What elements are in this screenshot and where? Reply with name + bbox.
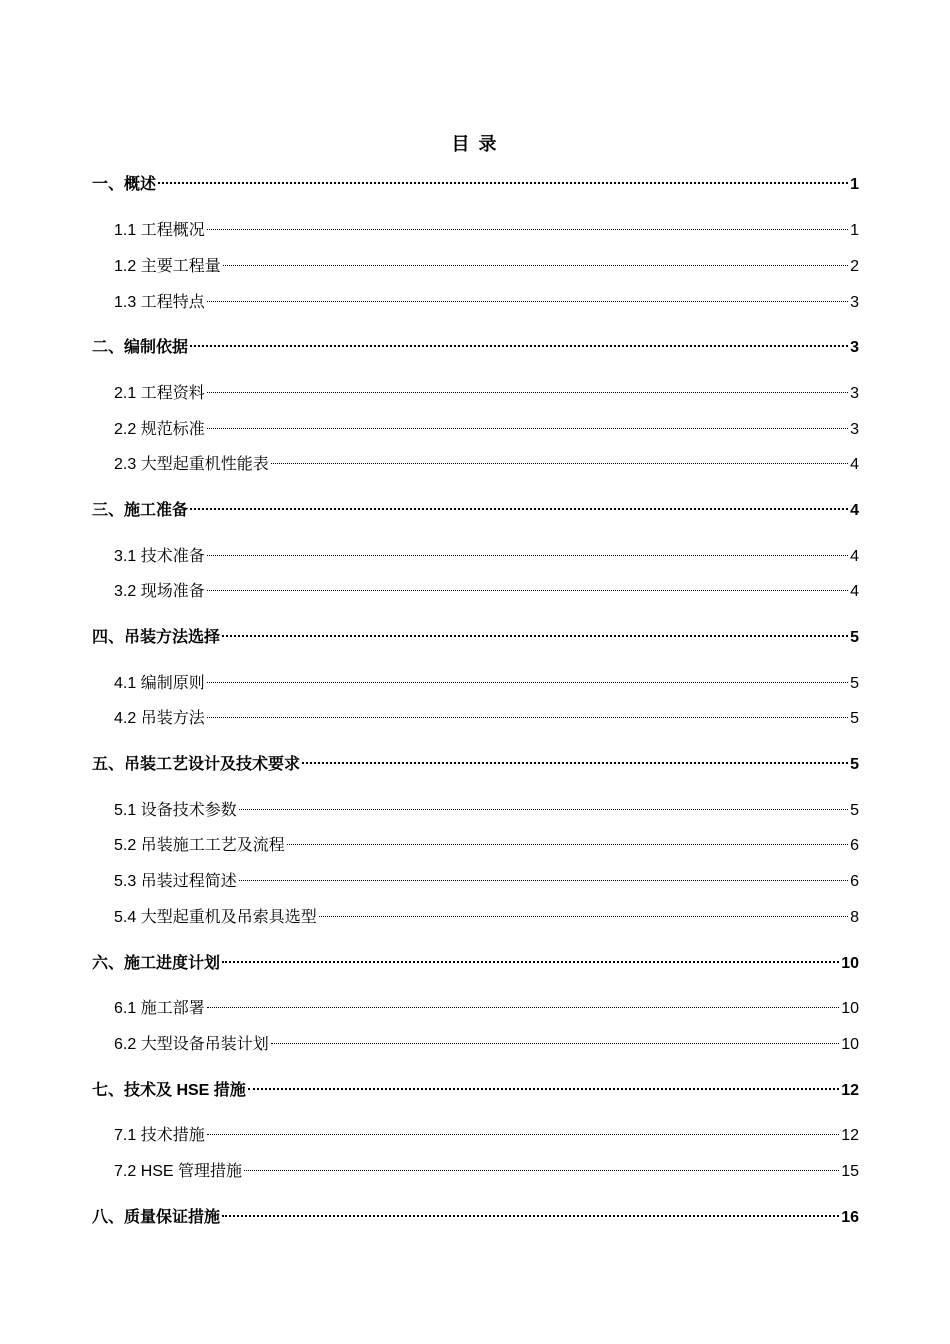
- toc-entry[interactable]: [92, 336, 859, 360]
- toc-entry-page: 5: [850, 756, 859, 773]
- toc-entry-label: 7.1 技术措施: [114, 1127, 205, 1144]
- toc-entry-page: 4: [850, 456, 859, 473]
- toc-entry-label: 三、施工准备: [92, 502, 189, 519]
- toc-entry-label: 3.2 现场准备: [114, 583, 205, 600]
- dot-leader: [287, 844, 848, 845]
- toc-entry-page: 10: [841, 1000, 859, 1017]
- toc-entry-page: 12: [841, 1082, 859, 1099]
- toc-entry-page: 3: [850, 421, 859, 438]
- toc-entry-label: 四、吊装方法选择: [92, 629, 221, 646]
- toc-entry-label: 一、概述: [92, 176, 157, 193]
- toc-entry[interactable]: [92, 1160, 859, 1184]
- toc-entry-page: 1: [850, 176, 859, 193]
- toc-entry-page: 8: [850, 909, 859, 926]
- toc-entry-page: 3: [850, 294, 859, 311]
- dot-leader: [207, 428, 848, 429]
- toc-entry-label: 4.1 编制原则: [114, 675, 205, 692]
- toc-entry-page: 4: [850, 502, 859, 519]
- toc-entry-label: 六、施工进度计划: [92, 955, 221, 972]
- toc-entry[interactable]: [92, 219, 859, 243]
- toc-entry-page: 1: [850, 222, 859, 239]
- toc-entry-label: 1.3 工程特点: [114, 294, 205, 311]
- toc-entry[interactable]: [92, 707, 859, 731]
- dot-leader: [207, 1134, 840, 1135]
- toc-entry-label: 5.4 大型起重机及吊索具选型: [114, 909, 317, 926]
- dot-leader: [239, 809, 848, 810]
- toc-entry-page: 15: [841, 1163, 859, 1180]
- dot-leader: [207, 229, 848, 230]
- toc-entry-page: 4: [850, 583, 859, 600]
- dot-leader: [223, 265, 848, 266]
- toc-entry[interactable]: [92, 1124, 859, 1148]
- dot-leader: [239, 880, 848, 881]
- toc-entry[interactable]: [92, 499, 859, 523]
- toc-entry[interactable]: [92, 255, 859, 279]
- dot-leader: [222, 961, 839, 963]
- toc-entry[interactable]: [92, 626, 859, 650]
- toc-entry-page: 16: [841, 1209, 859, 1226]
- toc-entry-page: 5: [850, 675, 859, 692]
- toc-entry-page: 5: [850, 629, 859, 646]
- dot-leader: [244, 1170, 839, 1171]
- toc-entry[interactable]: [92, 418, 859, 442]
- dot-leader: [222, 1215, 839, 1217]
- toc-entry-label: 1.1 工程概况: [114, 222, 205, 239]
- toc-entry[interactable]: [92, 453, 859, 477]
- toc-entry-label: 6.2 大型设备吊装计划: [114, 1036, 269, 1053]
- toc-entry[interactable]: [92, 1206, 859, 1230]
- toc-entry-label: 七、技术及 HSE 措施: [92, 1082, 246, 1099]
- dot-leader: [207, 717, 848, 718]
- toc-entry-page: 5: [850, 802, 859, 819]
- toc-entry[interactable]: [92, 545, 859, 569]
- toc-entry-label: 6.1 施工部署: [114, 1000, 205, 1017]
- toc-entry-label: 八、质量保证措施: [92, 1209, 221, 1226]
- toc-entry[interactable]: [92, 382, 859, 406]
- toc-entry-label: 5.3 吊装过程简述: [114, 873, 237, 890]
- dot-leader: [190, 345, 848, 347]
- toc-entry[interactable]: [92, 834, 859, 858]
- toc-entry[interactable]: [92, 672, 859, 696]
- toc-entry-label: 7.2 HSE 管理措施: [114, 1163, 243, 1180]
- toc-entry-label: 1.2 主要工程量: [114, 258, 221, 275]
- toc-entry-page: 10: [841, 955, 859, 972]
- toc-entry-label: 5.1 设备技术参数: [114, 802, 237, 819]
- toc-entry-label: 二、编制依据: [92, 339, 189, 356]
- toc-entry-page: 3: [850, 339, 859, 356]
- toc-entry[interactable]: [92, 753, 859, 777]
- toc-entry[interactable]: [92, 997, 859, 1021]
- toc-entry[interactable]: [92, 291, 859, 315]
- dot-leader: [319, 916, 848, 917]
- dot-leader: [207, 1007, 840, 1008]
- toc-entry[interactable]: [92, 906, 859, 930]
- toc-entry[interactable]: [92, 799, 859, 823]
- dot-leader: [222, 635, 848, 637]
- toc-entry-label: 2.1 工程资料: [114, 385, 205, 402]
- dot-leader: [158, 182, 848, 184]
- toc-entry[interactable]: [92, 870, 859, 894]
- toc-entry[interactable]: [92, 173, 859, 197]
- toc-entry-label: 5.2 吊装施工工艺及流程: [114, 837, 285, 854]
- toc-entry-page: 6: [850, 837, 859, 854]
- dot-leader: [207, 392, 848, 393]
- toc-entry-page: 3: [850, 385, 859, 402]
- dot-leader: [190, 508, 848, 510]
- dot-leader: [207, 555, 848, 556]
- page-title: 目 录: [451, 134, 499, 154]
- dot-leader: [248, 1088, 839, 1090]
- toc-entry-page: 12: [841, 1127, 859, 1144]
- toc-entry[interactable]: [92, 1079, 859, 1103]
- toc-entry[interactable]: [92, 580, 859, 604]
- toc-entry[interactable]: [92, 952, 859, 976]
- dot-leader: [302, 762, 848, 764]
- dot-leader: [207, 590, 848, 591]
- toc-entry-label: 2.2 规范标准: [114, 421, 205, 438]
- dot-leader: [207, 682, 848, 683]
- toc-entry-label: 4.2 吊装方法: [114, 710, 205, 727]
- toc-entry-page: 4: [850, 548, 859, 565]
- toc-entry-page: 5: [850, 710, 859, 727]
- toc-entry-label: 2.3 大型起重机性能表: [114, 456, 269, 473]
- dot-leader: [271, 463, 848, 464]
- toc-entry[interactable]: [92, 1033, 859, 1057]
- toc-entry-page: 6: [850, 873, 859, 890]
- toc-entry-label: 五、吊装工艺设计及技术要求: [92, 756, 301, 773]
- toc-entry-page: 2: [850, 258, 859, 275]
- toc-entry-label: 3.1 技术准备: [114, 548, 205, 565]
- dot-leader: [271, 1043, 840, 1044]
- toc-entry-page: 10: [841, 1036, 859, 1053]
- dot-leader: [207, 301, 848, 302]
